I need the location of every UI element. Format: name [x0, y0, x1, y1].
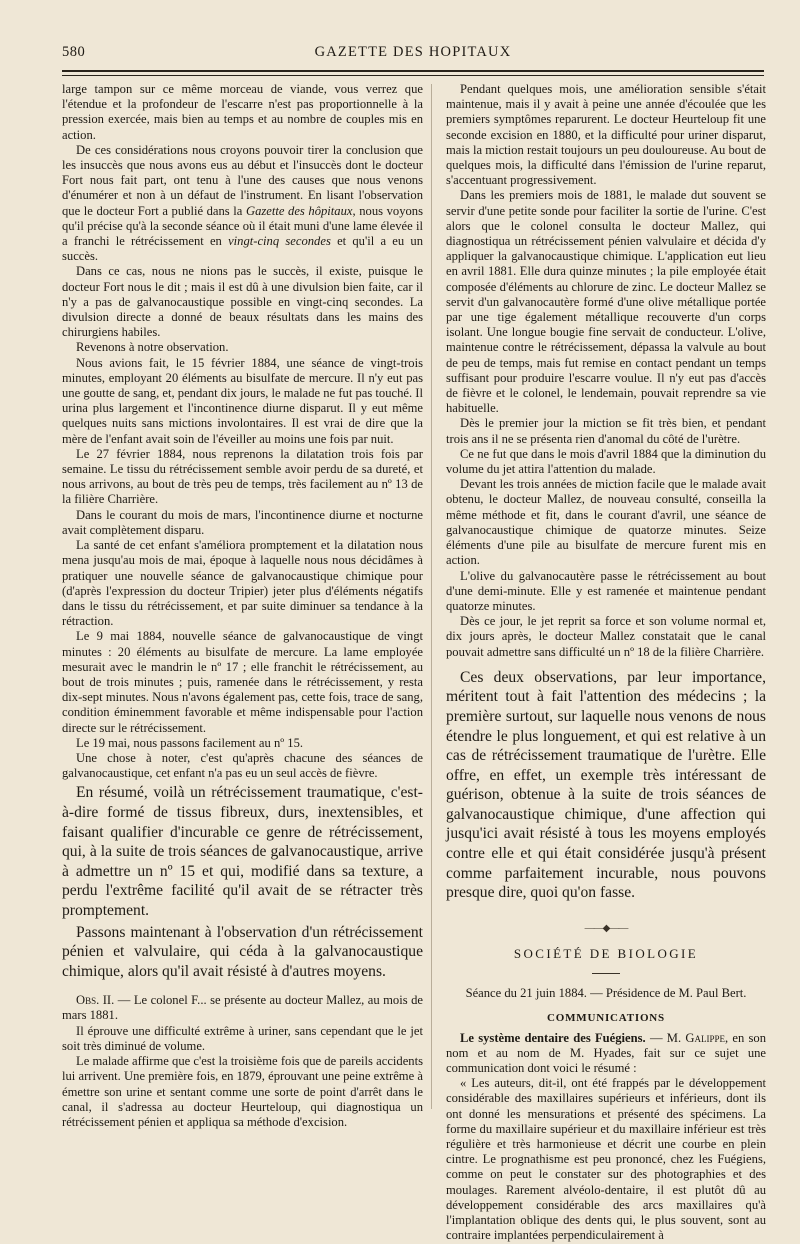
- paragraph: Pendant quelques mois, une amélioration sensible s'était maintenue, mais il y avait à peine une année d'écoulée que les premiers symptômes reparurent. Le docteur Heurteloup fit une seconde excision en 1880, et la difficulté pour uriner disparut, mais la miction restait toujours un peu douloureuse. Au bout de quelques mois, la difficulté dans l'émission de l'urine reparut, s'accentuant progressivement.: [446, 82, 766, 188]
- paragraph: L'olive du galvanocautère passe le rétrécissement au bout d'une demi-minute. Elle y est ramenée et maintenue pendant quatorze minutes.: [446, 568, 766, 613]
- left-column: [62, 82, 423, 1130]
- conclusion-paragraph: Ces deux observations, par leur importance, méritent tout à fait l'attention des médecins ; la première surtout, sur laquelle nous venons de nous étendre le plus longuement, et qui est relative à un cas de rétrécissement traumatique de l'urètre. Elle offre, en effet, un exemple très intéressant de guérison, obtenue à la suite de trois séances de galvanocaustique chimique, d'une affection qui jusqu'ici avait résisté à tous les moyens employés contre elle et qui était considérée jusqu'à présent comme parfaitement incurable, nous pouvons presque dire, quoi qu'on fasse.: [446, 668, 766, 902]
- observation-label: Obs. II.: [76, 993, 115, 1008]
- summary-paragraph: En résumé, voilà un rétrécissement traumatique, c'est-à-dire formé de tissus fibreux, durs, inextensibles, et faisant qualifier d'incurable ce genre de rétrécissement, qui, à la suite de trois séances de galvanocaustique, arrive à admettre un nº 15 et qui, modifié dans sa texture, a perdu l'extrême facilité qu'il avait de se rétracter très promptement.: [62, 784, 423, 919]
- communication-title: Le système dentaire des Fuégiens.: [460, 1030, 646, 1045]
- column-separator: [431, 84, 432, 1109]
- communication-author: — M. Galippe,: [645, 1030, 729, 1045]
- paragraph: Dès ce jour, le jet reprit sa force et son volume normal et, dix jours après, le docteur Mallez constatait que le canal pouvait admettre sans difficulté un nº 18 de la filière Charrière.: [446, 614, 766, 659]
- right-column: [446, 82, 766, 1244]
- header-rule-thick: [62, 70, 764, 72]
- paragraph: Il éprouve une difficulté extrême à uriner, sans cependant que le jet soit très diminué de volume.: [62, 1023, 423, 1053]
- summary-paragraph: Passons maintenant à l'observation d'un rétrécissement pénien et valvulaire, qui céda à la galvanocaustique chimique, alors qu'il avait résisté à d'autres moyens.: [62, 923, 423, 980]
- paragraph: De ces considérations nous croyons pouvoir tirer la conclusion que les insuccès que nous avons eus au début et l'insuccès dont le docteur Fort nous fait part, ont tenu à l'une des causes que nous venons d'énumérer et non à un défaut de l'instrument. En lisant l'observation que le docteur Fort a publié dans la Gazette des hôpitaux, nous voyons qu'il précise qu'à la seconde séance où il était muni d'une lame élevée il a franchi le rétrécissement en vingt-cinq secondes et qu'il a eu un succès.: [62, 142, 423, 264]
- header-rule-thin: [62, 75, 764, 76]
- paragraph: « Les auteurs, dit-il, ont été frappés par le développement considérable des maxillaires supérieurs et inférieurs, dont ils ont donné les mensurations et présenté des spécimens. La forme du maxillaire supérieur et du maxillaire inférieur est très régulière et très harmonieuse et décrit une courbe en plein cintre. Le prognathisme est peu prononcé, chez les Fuégiens, comme on peut le constater sur des photographies et des moulages. Rarement alvéolo-dentaire, il est plutôt dû au développement considérable des arcs maxillaires qu'à l'implantation oblique des dents qui, le plus souvent, sont au contraire implantées perpendiculairement à: [446, 1076, 766, 1243]
- observation-heading: Obs. II. — Le colonel F... se présente au docteur Mallez, au mois de mars 1881.: [62, 993, 423, 1023]
- paragraph: Le malade affirme que c'est la troisième fois que de pareils accidents lui arrivent. Une première fois, en 1879, éprouvant une peine extrême à émettre son urine et sentant comme une sorte de point d'arrêt dans le canal, il s'adressa au docteur Heurteloup, qui diagnostiqua un rétrécissement pénien et appliqua sa méthode d'excision.: [62, 1054, 423, 1129]
- session-line: Séance du 21 juin 1884. — Présidence de M. Paul Bert.: [465, 986, 747, 1001]
- italic-duration: vingt-cinq secondes: [228, 234, 331, 249]
- paragraph: Le 9 mai 1884, nouvelle séance de galvanocaustique de vingt minutes : 20 éléments au bisulfate de mercure. La lame employée mesurait avec le mandrin le nº 17 ; elle franchit le rétrécissement, au bout de trois minutes ; puis, ramenée dans le rétrécissement, y resta dix-sept minutes. Nous n'avons également pas, cette fois, trace de sang, condition éminemment favorable et même indispensable pour l'action directe sur le rétrécissement.: [62, 629, 423, 735]
- paragraph: Dans ce cas, nous ne nions pas le succès, il existe, puisque le docteur Fort nous le dit ; mais il est dû à une divulsion bien faite, car il n'y a pas de galvanocaustique possible en vingt-cinq secondes. La divulsion directe a donné de beaux résultats dans les mains des chirurgiens habiles.: [62, 264, 423, 340]
- paragraph: Devant les trois années de miction facile que le malade avait obtenu, le docteur Mallez, de nouveau consulté, conseilla la même méthode et fit, dans le courant d'avril, une séance de galvanocaustique chimique de quatorze minutes. Seize éléments d'une pile au bisulfate de mercure furent mis en action.: [446, 477, 766, 568]
- paragraph: Ce ne fut que dans le mois d'avril 1884 que la diminution du volume du jet attira l'attention du malade.: [446, 446, 766, 477]
- running-header: [62, 44, 764, 64]
- section-ornament: ——◆——: [584, 922, 628, 934]
- paragraph: large tampon sur ce même morceau de viande, vous verrez que l'étendue et la profondeur de l'escarre n'est pas proportionnelle à la pression exercée, mais bien au temps et au nombre de couples mis en action.: [62, 82, 423, 142]
- page-number: 580: [62, 44, 86, 60]
- paragraph: Nous avions fait, le 15 février 1884, une séance de vingt-trois minutes, employant 20 éléments au bisulfate de mercure. Il n'y eut pas une goutte de sang, et, pendant dix jours, le malade ne fut pas touché. Il urina plus largement et l'incontinence diurne disparut. Il y eut même quelques nuits sans mictions involontaires. Il est vrai de dire que la mère de l'enfant avait soin de l'éveiller au moins une fois par nuit.: [62, 355, 423, 446]
- section-title: SOCIÉTÉ DE BIOLOGIE: [513, 946, 699, 962]
- paragraph: Dans les premiers mois de 1881, le malade dut souvent se servir d'une petite sonde pour faciliter la sortie de l'urine. C'est alors que le colonel consulta le docteur Mallez, qui diagnostiqua un rétrécissement pénien valvulaire et décida d'y appliquer la galvanocaustique chimique. L'application eut lieu en avril 1881. Elle dura quinze minutes ; la pile employée était composée d'éléments au chlorure de zinc. Le docteur Mallez se servit d'un galvanocautère formé d'une olive métallique portée par une tige également métallique recouverte d'un corps isolant. Une longue bougie fine servait de conducteur. L'olive, maintenue contre le rétrécissement, dépassa la valvule au bout de peu de temps, mais fut remise en contact pendant un temps suffisant pour produire l'escarre voulue. Il n'y eut pas d'accès de fièvre et le colonel, le lendemain, pouvait reprendre sa vie habituelle.: [446, 188, 766, 416]
- italic-journal-name: Gazette des hôpitaux: [245, 203, 353, 218]
- paragraph: Revenons à notre observation.: [76, 340, 229, 355]
- paragraph: Dans le courant du mois de mars, l'incontinence diurne et nocturne avait complètement disparu.: [62, 507, 423, 537]
- paragraph: Le 27 février 1884, nous reprenons la dilatation trois fois par semaine. Le tissu du rétrécissement semble avoir perdu de sa dureté, et nous arrivons, au bout de très peu de temps, très facilement au nº 13 de la filière Charrière.: [62, 446, 423, 507]
- paragraph: Le 19 mai, nous passons facilement au nº 15.: [76, 735, 304, 750]
- paragraph: Dès le premier jour la miction se fit très bien, et pendant trois ans il ne se présenta rien d'anomal du côté de l'urètre.: [446, 416, 766, 446]
- communications-heading: COMMUNICATIONS: [547, 1012, 665, 1025]
- paragraph: La santé de cet enfant s'améliora promptement et la dilatation nous mena jusqu'au mois de mai, époque à laquelle nous nous décidâmes à pratiquer une nouvelle séance de galvanocaustique chimique pour (d'après l'expression du docteur Tripier) jeter plus d'éléments négatifs dans le tissu du rétrécissement, et par suite diminuer sa tendance à la rétraction.: [62, 538, 423, 629]
- short-rule: [592, 973, 620, 974]
- communication-intro: Le système dentaire des Fuégiens. — M. Galippe, en son nom et au nom de M. Hyades, fait sur ce sujet une communication dont voici le résumé :: [446, 1030, 766, 1076]
- journal-title: GAZETTE DES HOPITAUX: [314, 44, 512, 60]
- paragraph: Une chose à noter, c'est qu'après chacune des séances de galvanocaustique, cet enfant n'a pas eu un seul accès de fièvre.: [62, 750, 423, 781]
